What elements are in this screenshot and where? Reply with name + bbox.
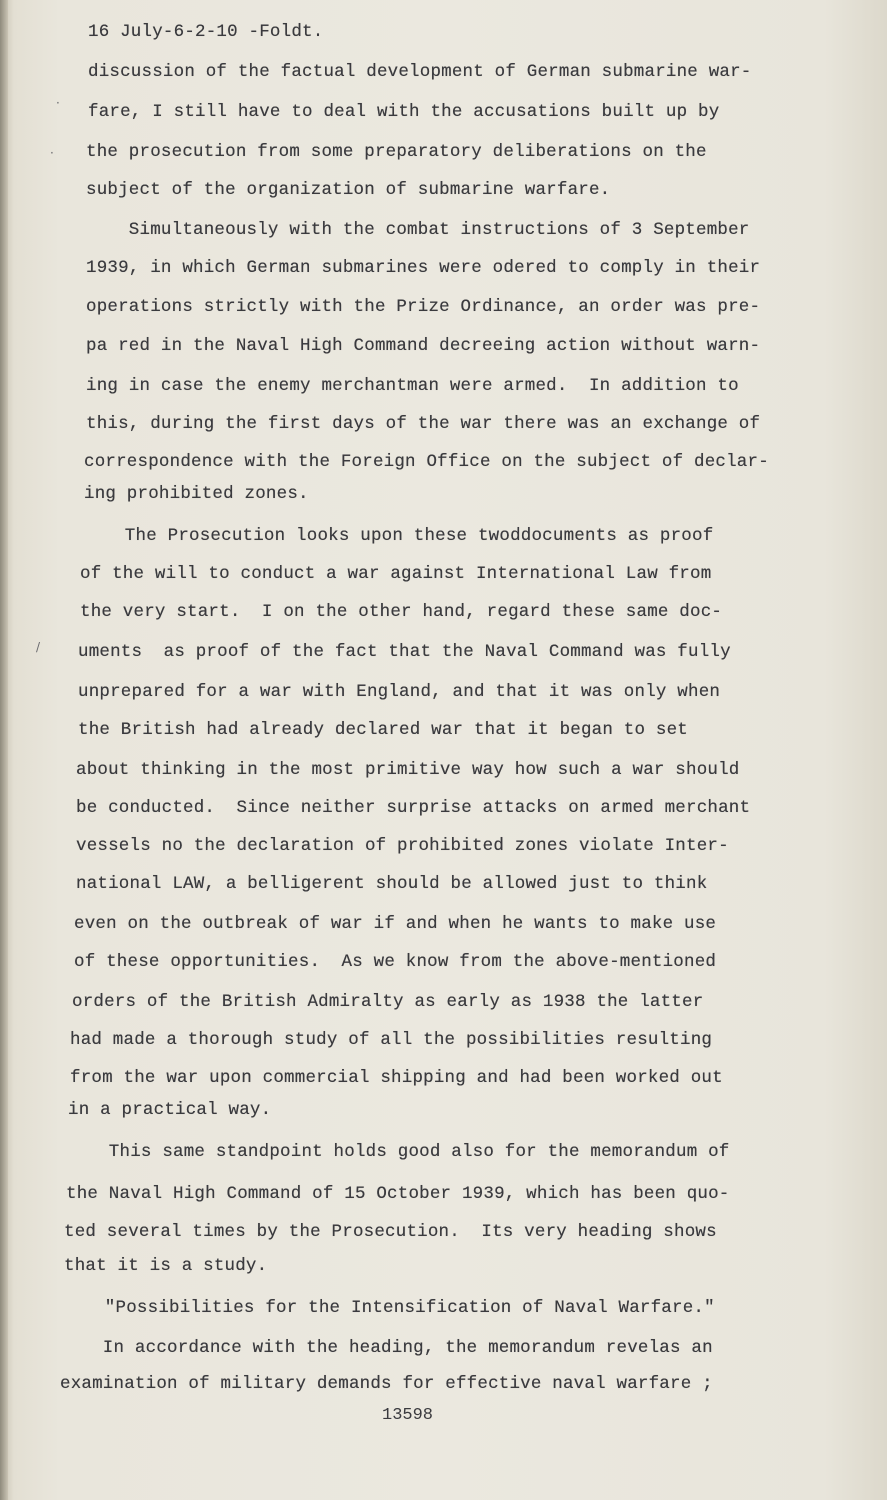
text-line: vessels no the declaration of prohibited zones violate Inter- [76,836,729,856]
text-line: from the war upon commercial shipping and had been worked out [70,1068,723,1088]
text-line: be conducted. Since neither surprise attacks on armed merchant [76,798,751,818]
text-line: unprepared for a war with England, and that it was only when [78,682,721,702]
text-line: discussion of the factual development of German submarine war- [88,62,752,82]
text-line: national LAW, a belligerent should be allowed just to think [76,874,708,894]
text-line: the very start. I on the other hand, regard these same doc- [80,602,723,622]
text-line: ted several times by the Prosecution. Its very heading shows [64,1222,717,1242]
text-line: of these opportunities. As we know from the above-mentioned [74,952,717,972]
text-line: that it is a study. [64,1256,268,1276]
text-line: ing prohibited zones. [84,484,309,504]
margin-tick: / [36,640,41,654]
page-number: 13598 [382,1406,434,1425]
text-line: even on the outbreak of war if and when he wants to make use [74,914,717,934]
text-line: the prosecution from some preparatory deliberations on the [86,142,707,162]
margin-speck: · [50,146,54,160]
text-line: in a practical way. [68,1100,272,1120]
text-line: "Possibilities for the Intensification of Naval Warfare." [62,1298,715,1318]
text-line: fare, I still have to deal with the accusations built up by [88,102,720,122]
text-line: the British had already declared war that it began to set [78,720,688,740]
text-line: The Prosecution looks upon these twoddocuments as proof [82,526,714,546]
text-line: subject of the organization of submarine warfare. [86,180,611,200]
text-line: 1939, in which German submarines were odered to comply in their [86,258,761,278]
text-line: the Naval High Command of 15 October 1939, which has been quo- [66,1184,730,1204]
text-line: of the will to conduct a war against International Law from [80,564,712,584]
header-reference: 16 July-6-2-10 -Foldt. [88,22,324,42]
text-line: Simultaneously with the combat instructions of 3 September [86,220,750,240]
text-line: this, during the first days of the war there was an exchange of [86,414,761,434]
text-line: correspondence with the Foreign Office on the subject of declar- [84,452,769,472]
text-line: pa red in the Naval High Command decreeing action without warn- [86,336,761,356]
text-line: In accordance with the heading, the memorandum revelas an [60,1338,713,1358]
text-line: about thinking in the most primitive way how such a war should [76,760,740,780]
text-line: orders of the British Admiralty as early as 1938 the latter [72,992,704,1012]
text-line: operations strictly with the Prize Ordinance, an order was pre- [86,297,761,317]
text-line: had made a thorough study of all the possibilities resulting [70,1030,713,1050]
text-line: This same standpoint holds good also for the memorandum of [66,1142,730,1162]
text-line: examination of military demands for effective naval warfare ; [60,1374,713,1394]
text-line: ing in case the enemy merchantman were armed. In addition to [86,376,739,396]
text-line: uments as proof of the fact that the Naval Command was fully [78,642,731,662]
margin-speck: · [56,96,60,110]
